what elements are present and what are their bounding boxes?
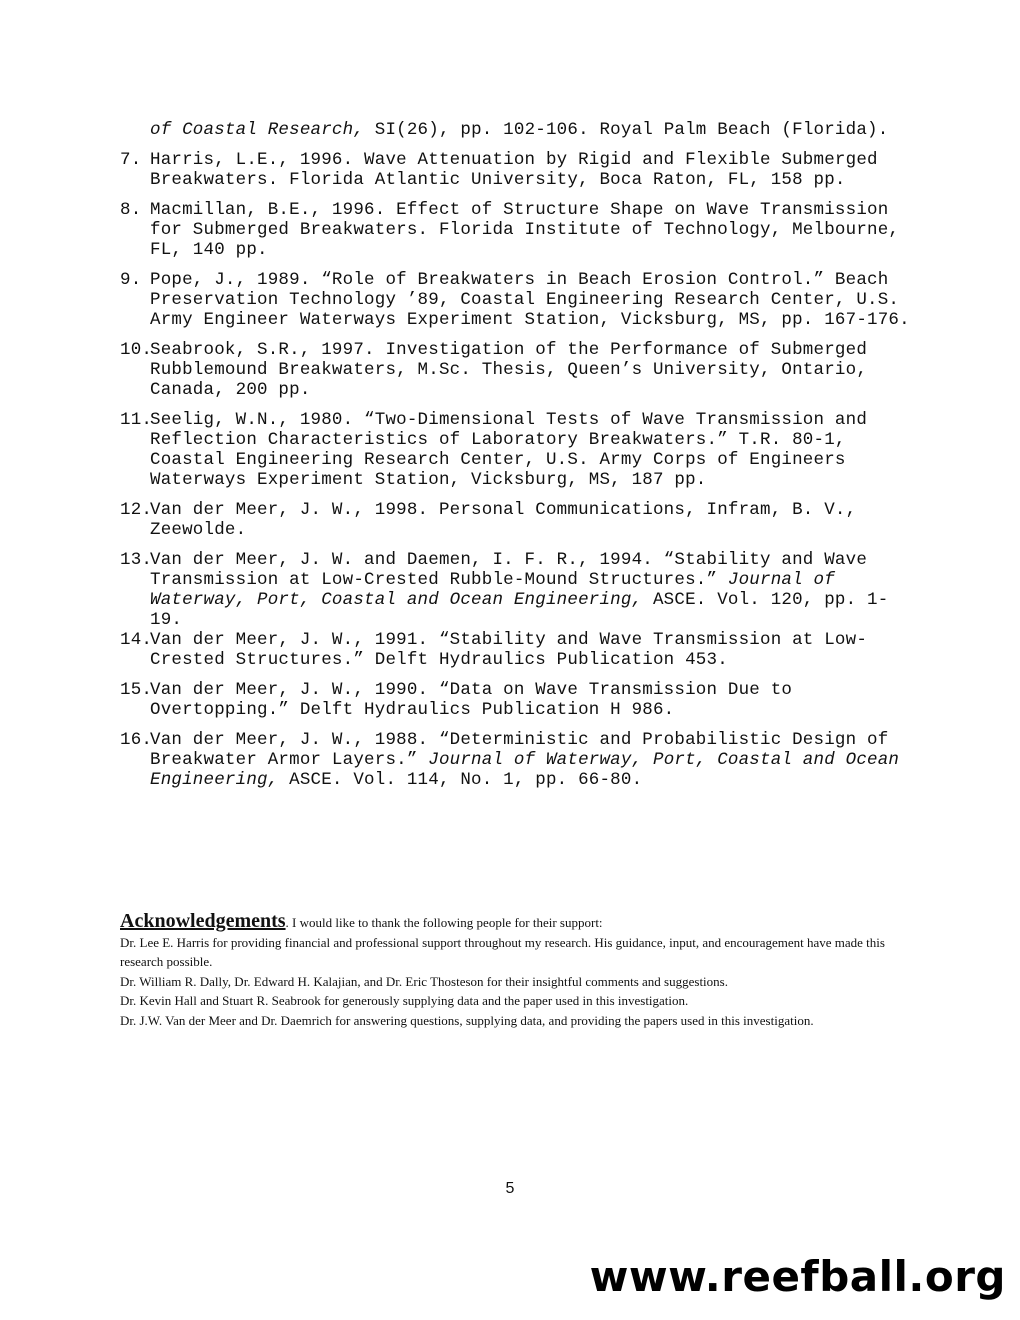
reference-plain-text: Van der Meer, J. W., 1990. “Data on Wave Transmission Due to Overtopping.” Delft Hydraulics Publication H 986. xyxy=(150,680,793,720)
reference-text xyxy=(150,150,910,190)
reference-text xyxy=(150,270,910,330)
reference-text xyxy=(150,410,910,490)
reference-text xyxy=(150,500,910,540)
reference-plain-text: Seabrook, S.R., 1997. Investigation of the Performance of Submerged Rubblemound Breakwaters, M.Sc. Thesis, Queen’s University, Ontario, Canada, 200 pp. xyxy=(150,340,868,400)
reference-text xyxy=(150,730,910,790)
acknowledgement-paragraph: Dr. William R. Dally, Dr. Edward H. Kalajian, and Dr. Eric Thosteson for their insightful comments and suggestions. xyxy=(120,973,728,989)
reference-number: 8. xyxy=(120,200,142,220)
reference-text xyxy=(150,120,910,140)
reference-item xyxy=(120,410,910,490)
reference-text xyxy=(150,630,910,670)
reference-text xyxy=(150,200,910,260)
reference-number: 12. xyxy=(120,500,153,520)
acknowledgements-intro: . I would like to thank the following people for their support: xyxy=(285,915,603,930)
reference-number: 7. xyxy=(120,150,142,170)
reference-item xyxy=(120,120,910,140)
acknowledgements-title: Acknowledgements xyxy=(120,910,286,932)
reference-text xyxy=(150,340,910,400)
reference-number: 15. xyxy=(120,680,153,700)
watermark-url: www.reefball.org xyxy=(589,1252,1006,1301)
reference-number: 14. xyxy=(120,630,153,650)
reference-plain-text: Macmillan, B.E., 1996. Effect of Structure Shape on Wave Transmission for Submerged Breakwaters. Florida Institute of Technology, Melbourne, FL, 140 pp. xyxy=(150,200,900,260)
reference-plain-text: ASCE. Vol. 114, No. 1, pp. 66-80. xyxy=(278,770,643,790)
reference-text xyxy=(150,550,910,630)
acknowledgement-paragraph: Dr. Kevin Hall and Stuart R. Seabrook for generously supplying data and the paper used in this investigation. xyxy=(120,993,689,1008)
page-number: 5 xyxy=(505,1180,515,1197)
reference-italic-text: Journal of Waterway, Port, Coastal and Ocean Engineering, xyxy=(150,750,900,790)
reference-plain-text: Van der Meer, J. W., 1991. “Stability and Wave Transmission at Low-Crested Structures.” Delft Hydraulics Publication 453. xyxy=(150,630,868,670)
reference-number: 11. xyxy=(120,410,153,430)
reference-plain-text: Seelig, W.N., 1980. “Two-Dimensional Tests of Wave Transmission and Reflection Characteristics of Laboratory Breakwaters.” T.R. 80-1, Coastal Engineering Research Center, U.S. Army Corps of Engineers Waterways Experiment Station, Vicksburg, MS, 187 pp. xyxy=(150,410,868,490)
reference-item xyxy=(120,200,910,260)
reference-item xyxy=(120,550,910,630)
reference-item xyxy=(120,680,910,720)
reference-item xyxy=(120,150,910,190)
reference-plain-text: Van der Meer, J. W., 1998. Personal Communications, Infram, B. V., Zeewolde. xyxy=(150,500,857,540)
reference-plain-text: SI(26), pp. 102-106. Royal Palm Beach (Florida). xyxy=(364,120,889,140)
reference-plain-text: Van der Meer, J. W., 1988. “Deterministic and Probabilistic Design of Breakwater Armor Layers.” xyxy=(150,730,889,770)
reference-item xyxy=(120,730,910,790)
reference-text xyxy=(150,680,910,720)
acknowledgements-heading-line xyxy=(120,912,910,933)
reference-list xyxy=(120,120,910,800)
reference-plain-text: Harris, L.E., 1996. Wave Attenuation by Rigid and Flexible Submerged Breakwaters. Florida Atlantic University, Boca Raton, FL, 158 pp. xyxy=(150,150,878,190)
reference-plain-text: ASCE. Vol. 120, pp. 1-19. xyxy=(150,590,889,630)
reference-number: 9. xyxy=(120,270,142,290)
reference-italic-text: of Coastal Research, xyxy=(150,120,365,140)
reference-item xyxy=(120,270,910,330)
reference-item xyxy=(120,500,910,540)
reference-italic-text: Journal of Waterway, Port, Coastal and Ocean Engineering, xyxy=(150,570,835,610)
acknowledgement-paragraph: Dr. Lee E. Harris for providing financial and professional support throughout my research. His guidance, input, and encouragement have made this research possible. xyxy=(120,934,885,969)
reference-number: 10. xyxy=(120,340,153,360)
reference-plain-text: Van der Meer, J. W. and Daemen, I. F. R., 1994. “Stability and Wave Transmission at Low-Crested Rubble-Mound Structures.” xyxy=(150,550,868,590)
reference-plain-text: Pope, J., 1989. “Role of Breakwaters in Beach Erosion Control.” Beach Preservation Technology ’89, Coastal Engineering Research Center, U.S. Army Engineer Waterways Experiment Station, Vicksburg, MS, pp. 167-176. xyxy=(150,270,910,330)
reference-item xyxy=(120,340,910,400)
reference-item xyxy=(120,630,910,670)
reference-number: 13. xyxy=(120,550,153,570)
reference-number: 16. xyxy=(120,730,153,750)
acknowledgement-paragraph: Dr. J.W. Van der Meer and Dr. Daemrich for answering questions, supplying data, and providing the papers used in this investigation. xyxy=(120,1012,814,1028)
acknowledgements-section xyxy=(120,912,910,1030)
